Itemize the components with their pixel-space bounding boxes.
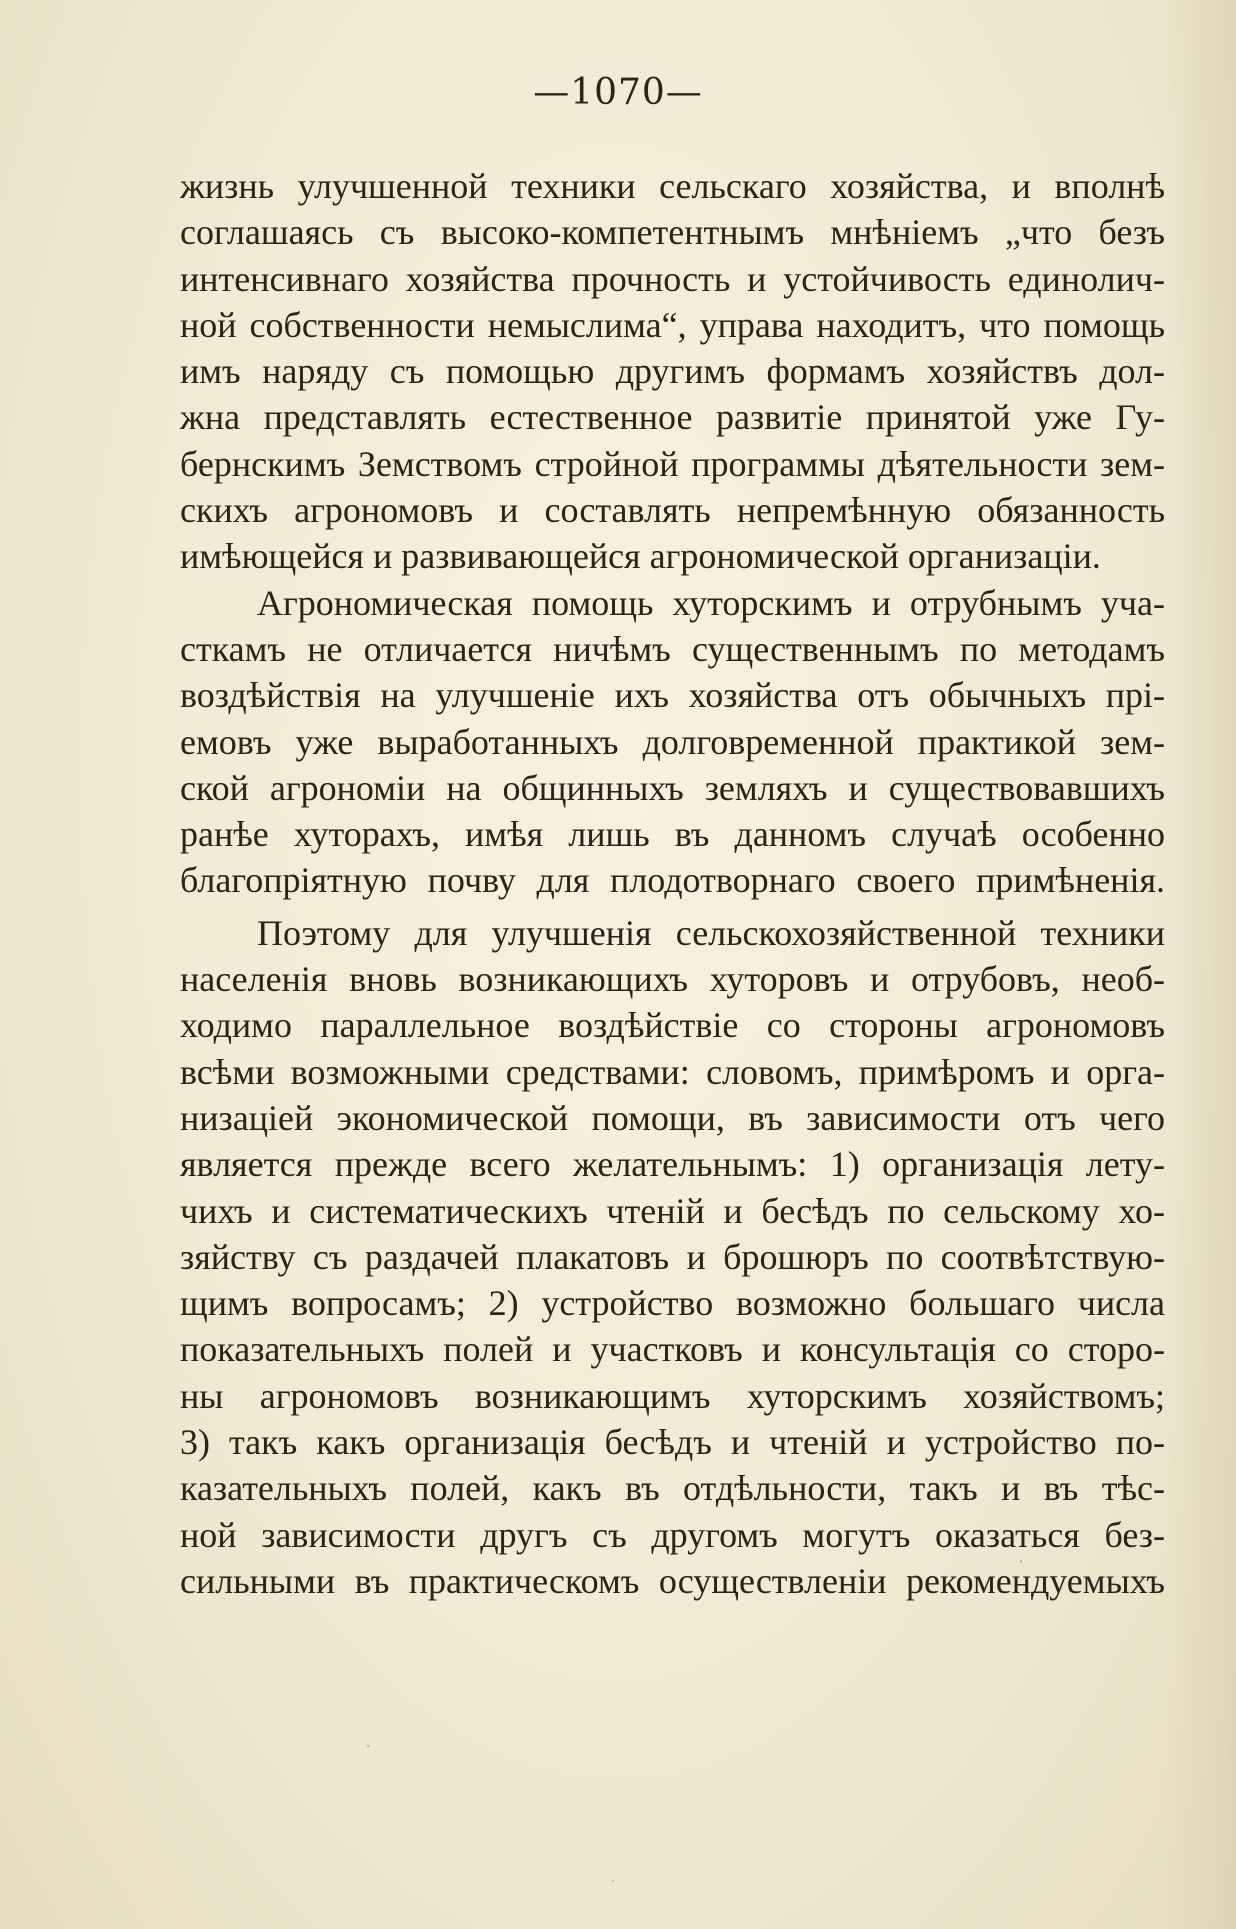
text-line: зяйству съ раздачей плакатовъ и брошюръ по соотвѣтствую- [180, 1236, 1165, 1277]
text-line: низаціей экономической помощи, въ зависимости отъ чего [180, 1097, 1165, 1138]
text-line: показательныхъ полей и участковъ и консультація со сторо- [180, 1329, 1165, 1370]
text-line: интенсивнаго хозяйства прочность и устойчивость единолич- [180, 258, 1165, 299]
text-line: соглашаясь съ высоко-компетентнымъ мнѣніемъ „что безъ [180, 212, 1165, 253]
text-line: емовъ уже выработанныхъ долговременной практикой зем- [180, 721, 1165, 762]
text-line: населенія вновь возникающихъ хуторовъ и отрубовъ, необ- [180, 959, 1165, 1000]
paragraph-2 [180, 580, 1165, 904]
page-edge-shading [1166, 0, 1236, 1929]
text-line: всѣми возможными средствами: словомъ, примѣромъ и орга- [180, 1051, 1165, 1092]
text-line: казательныхъ полей, какъ въ отдѣльности, такъ и въ тѣс- [180, 1468, 1165, 1509]
text-line: ходимо параллельное воздѣйствіе со стороны агрономовъ [180, 1005, 1165, 1046]
text-line: ной зависимости другъ съ другомъ могутъ оказаться без- [180, 1514, 1165, 1555]
paragraph-3 [180, 910, 1165, 1604]
paper-speck [367, 1745, 370, 1747]
text-line: воздѣйствія на улучшеніе ихъ хозяйства отъ обычныхъ прі- [180, 675, 1165, 716]
paper-speck [1020, 1560, 1022, 1563]
text-line: Поэтому для улучшенія сельскохозяйственной техники [257, 912, 1165, 953]
text-line: 3) такъ какъ организація бесѣдъ и чтеній и устройство по- [180, 1422, 1165, 1463]
text-line: сткамъ не отличается ничѣмъ существеннымъ по методамъ [180, 628, 1165, 669]
text-line: бернскимъ Земствомъ стройной программы дѣятельности зем- [180, 443, 1165, 484]
text-line: щимъ вопросамъ; 2) устройство возможно большаго числа [180, 1283, 1165, 1324]
text-line: ской агрономіи на общинныхъ земляхъ и существовавшихъ [180, 767, 1165, 808]
text-line: благопріятную почву для плодотворнаго своего примѣненія. [180, 860, 1165, 901]
text-line: имѣющейся и развивающейся агрономической организаціи. [180, 536, 1101, 577]
page-number: —1070— [533, 72, 703, 113]
text-line: имъ наряду съ помощью другимъ формамъ хозяйствъ дол- [180, 351, 1165, 392]
text-line: жизнь улучшенной техники сельскаго хозяйства, и вполнѣ [180, 166, 1165, 206]
paper-speck [612, 1880, 614, 1882]
text-line: ранѣе хуторахъ, имѣя лишь въ данномъ случаѣ особенно [180, 814, 1165, 855]
text-line: скихъ агрономовъ и составлять непремѣнную обязанность [180, 490, 1165, 531]
text-line: ной собственности немыслима“, управа находитъ, что помощь [180, 304, 1165, 345]
text-line: сильными въ практическомъ осуществленіи рекомендуемыхъ [180, 1560, 1165, 1601]
text-line: жна представлять естественное развитіе принятой уже Гу- [180, 397, 1165, 438]
text-line: чихъ и систематическихъ чтеній и бесѣдъ по сельскому хо- [180, 1190, 1165, 1231]
text-line: является прежде всего желательнымъ: 1) организація лету- [180, 1144, 1165, 1185]
text-line: ны агрономовъ возникающимъ хуторскимъ хозяйствомъ; [180, 1375, 1165, 1416]
paragraph-1 [180, 163, 1165, 580]
body-text [180, 163, 1165, 1604]
text-line: Агрономическая помощь хуторскимъ и отрубнымъ уча- [257, 582, 1165, 623]
